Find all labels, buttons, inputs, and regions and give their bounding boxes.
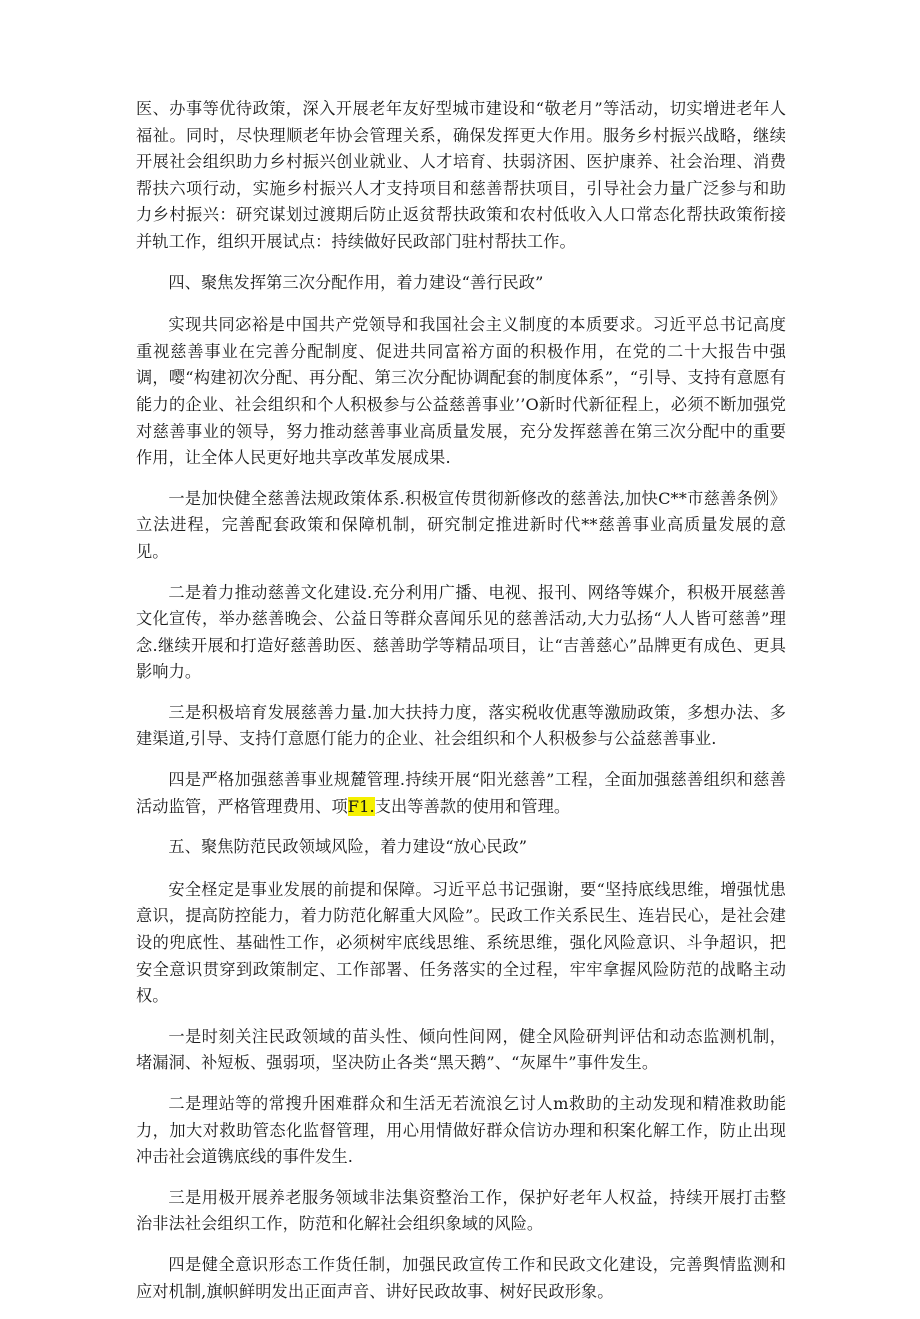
document-body xyxy=(136,96,786,1319)
paragraph-charity-forces: 三是积极培育发展慈善力量.加大扶持力度，落实税收优惠等激励政策，多想办法、多建渠道,引导、支持仃意愿仃能力的企业、社会组织和个人积极参与公益慈善事业. xyxy=(136,702,786,749)
paragraph-intro-risk: 安全柽定是事业发展的前提和保障。习近平总书记强谢，要“坚持底线思维，增强忧患意识，提高防控能力，着力防范化解重大风险”。民政工作关系民生、连岩民心，是社会建设的兜底性、基础性工作，必须树牢底线思维、系统思维，强化风险意识、斗争超识，把安全意识贯穿到政策制定、工作部署、任务落实的全过程，牢牢拿握风险防范的战略主动权。 xyxy=(136,879,786,1006)
paragraph-text-before: 四是严格加强慈善事业规麓管理.持续开展“阳光慈善”工程，全面加强慈善组织和慈善活动监管，严格管理费用、项 xyxy=(136,770,786,816)
paragraph-risk-ideology: 四是健全意识形态工作货任制，加强民政宣传工作和民政文化建设，完善舆情监测和应对机制,旗帜鲜明发出正面声音、讲好民政故事、树好民政形象。 xyxy=(136,1254,786,1301)
section-heading-five: 五、聚焦防范民政领域风险，着力建设“放心民政” xyxy=(168,837,528,857)
highlighted-text: F1. xyxy=(347,796,375,816)
paragraph-risk-monitoring: 一是时刻关注民政领域的苗头性、倾向性间网，健全风险研判评估和动态监测机制，堵漏洞、补短板、强弱项，坚决防止各类“黑天鹅”、“灰犀牛”事件发生。 xyxy=(136,1026,786,1073)
paragraph-risk-assistance: 二是理站等的常搜升困难群众和生活无若流浪乞讨人m救助的主动发现和精准救助能力，加大对救助管态化监督管理，用心用情做好群众信访办理和积案化解工作，防止出现冲击社会道镌底线的事件发生. xyxy=(136,1094,786,1167)
paragraph-intro-charity: 实现共同宓裕是中国共产党领导和我国社会主义制度的本质要求。习近平总书记高度重视慈善事业在完善分配制度、促进共同富裕方面的积极作用，在党的二十大报告中强调，嘤“构建初次分配、再分配、第三次分配协调配套的制度体系”，“引导、支持有意愿有能力的企业、社会组织和个人积极参与公益慈善事业’’O新时代新征程上，必须不断加强党对慈善事业的领导，努力推动慈善事业高质量发展，充分发挥慈善在第三次分配中的重要作用，让全体人民更好地共享改革发展成果. xyxy=(136,315,786,468)
paragraph-charity-management xyxy=(136,767,786,820)
paragraph-charity-law: 一是加快健全慈善法规政策体系.积极宣传贯彻新修改的慈善法,加快C**市慈善条例》立法进程，完善配套政策和保障机制，研究制定推进新时代**慈善事业高质量发展的意见。 xyxy=(136,488,786,561)
paragraph-continuation: 医、办事等优待政策，深入开展老年友好型城市建设和“敬老月”等活动，切实增进老年人福祉。同时，尽快理顺老年协会管理关系，确保发挥更大作用。服务乡村振兴战略，继续开展社会组织助力乡村振兴创业就业、人才培育、扶弱济困、医护康养、社会治理、消费帮扶六项行动，实施乡村振兴人才支持项目和慈善帮扶项目，引导社会力量广泛参与和助力乡村振兴：研究谋划过渡期后防止返贫帮扶政策和农村低收入人口常态化帮扶政策衔接并轨工作，组织开展试点：持续做好民政部门驻村帮扶工作。 xyxy=(136,99,786,251)
section-heading-four: 四、聚焦发挥第三次分配作用，着力建设“善行民政” xyxy=(168,272,544,292)
paragraph-text-after: 支出等善款的使用和管理。 xyxy=(374,796,571,816)
paragraph-risk-elderly: 三是用极开展养老服务领域非法集资整治工作，保护好老年人权益，持续开展打击整治非法社会组织工作，防范和化解社会组织象域的风险。 xyxy=(136,1187,786,1234)
paragraph-charity-culture: 二是着力推动慈善文化建设.充分利用广播、电视、报刊、网络等媒介，积极开展慈善文化宣传，举办慈善晚会、公益日等群众喜闻乐见的慈善活动,大力弘扬“人人皆可慈善”理念.继续开展和打造好慈善助医、慈善助学等精品项目，让“吉善慈心”品牌更有成色、更具影响力。 xyxy=(136,582,786,682)
